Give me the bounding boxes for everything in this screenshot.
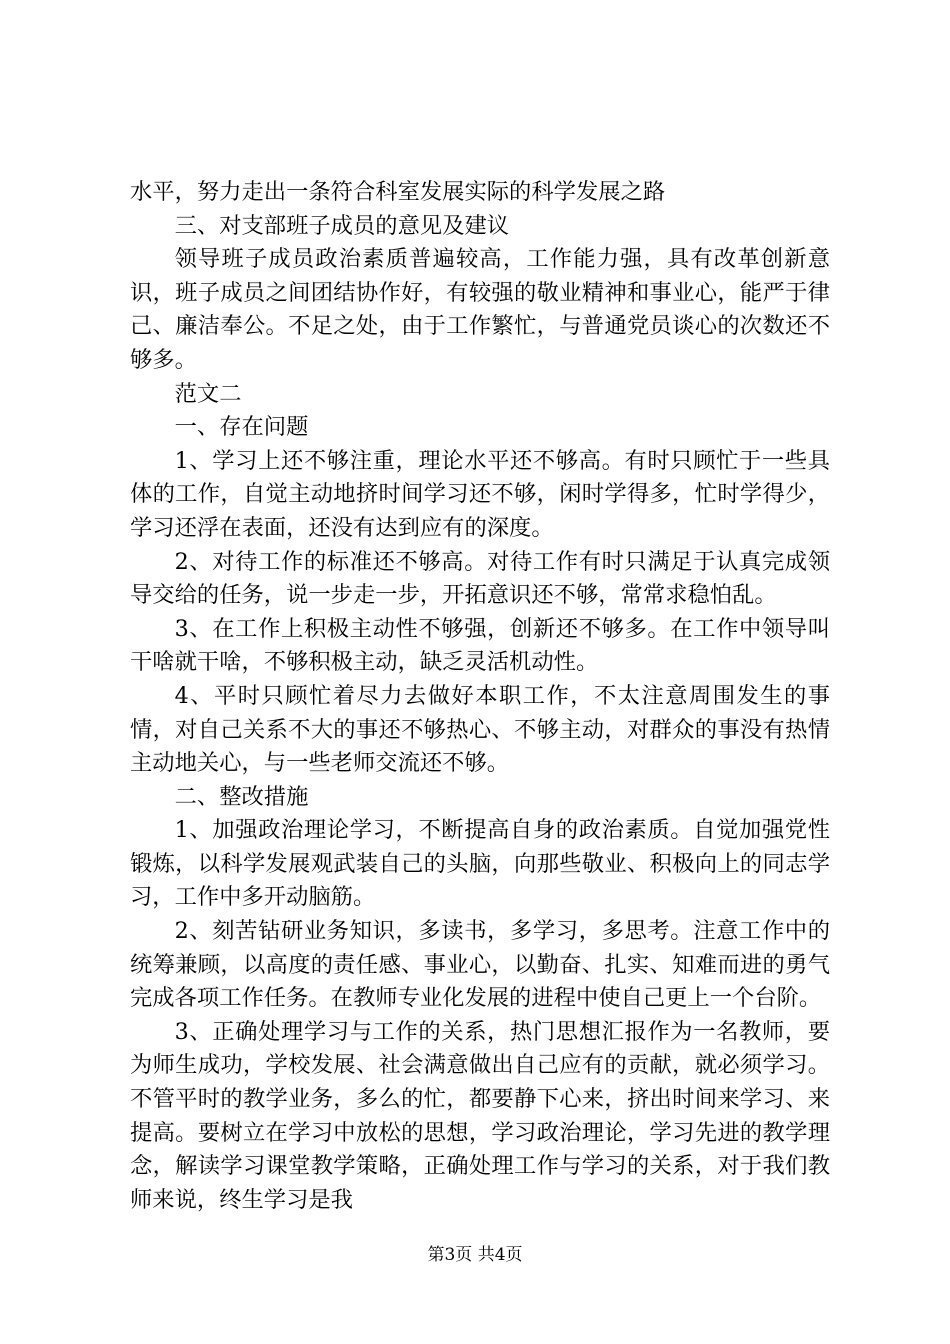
paragraph: 1、加强政治理论学习，不断提高自身的政治素质。自觉加强党性锻炼，以科学发展观武装自己的头脑，向那些敬业、积极向上的同志学习，工作中多开动脑筋。 <box>130 817 830 911</box>
paragraph: 领导班子成员政治素质普遍较高，工作能力强，具有改革创新意识，班子成员之间团结协作好，有较强的敬业精神和事业心，能严于律己、廉洁奉公。不足之处，由于工作繁忙，与普通党员谈心的次数还不够多。 <box>130 246 830 373</box>
section-heading: 三、对支部班子成员的意见及建议 <box>174 212 510 239</box>
page-number: 第3页 共4页 <box>427 1245 523 1265</box>
section-heading: 二、整改措施 <box>174 783 309 810</box>
paragraph: 3、正确处理学习与工作的关系，热门思想汇报作为一名教师，要为师生成功，学校发展、社会满意做出自己应有的贡献，就必须学习。不管平时的教学业务，多么的忙，都要静下心来，挤出时间来学习、来提高。要树立在学习中放松的思想，学习政治理论，学习先进的教学理念，解读学习课堂教学策略，正确处理工作与学习的关系，对于我们教师来说，终生学习是我 <box>130 1018 830 1213</box>
page-footer <box>0 1244 950 1266</box>
paragraph: 1、学习上还不够注重，理论水平还不够高。有时只顾忙于一些具体的工作，自觉主动地挤时间学习还不够，闲时学得多，忙时学得少，学习还浮在表面，还没有达到应有的深度。 <box>130 447 830 541</box>
paragraph: 4、平时只顾忙着尽力去做好本职工作，不太注意周围发生的事情，对自己关系不大的事还不够热心、不够主动，对群众的事没有热情主动地关心，与一些老师交流还不够。 <box>130 682 830 777</box>
paragraph: 3、在工作上积极主动性不够强，创新还不够多。在工作中领导叫干啥就干啥，不够积极主动，缺乏灵活机动性。 <box>130 615 830 676</box>
section-heading: 一、存在问题 <box>174 414 309 441</box>
document-body <box>130 176 830 1217</box>
section-heading: 范文二 <box>174 380 242 407</box>
paragraph: 2、刻苦钻研业务知识，多读书，多学习，多思考。注意工作中的统筹兼顾，以高度的责任感、事业心，以勤奋、扎实、知难而进的勇气完成各项工作任务。在教师专业化发展的进程中使自己更上一个台阶。 <box>130 918 830 1012</box>
paragraph: 水平，努力走出一条符合科室发展实际的科学发展之路 <box>130 179 666 205</box>
paragraph: 2、对待工作的标准还不够高。对待工作有时只满足于认真完成领导交给的任务，说一步走一步，开拓意识还不够，常常求稳怕乱。 <box>130 548 830 609</box>
